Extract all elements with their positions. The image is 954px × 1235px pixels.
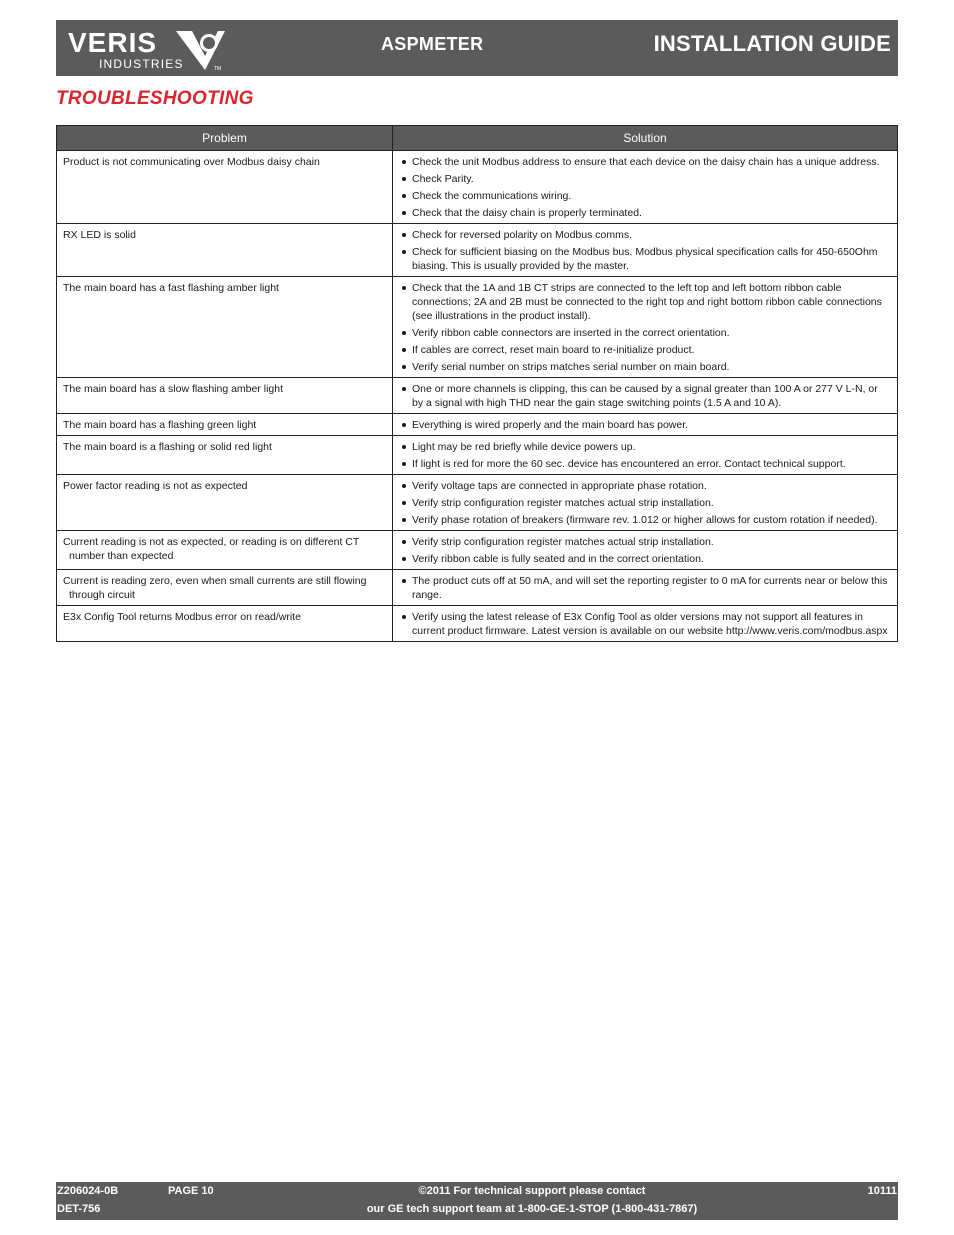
logo-tm: TM (214, 66, 222, 72)
problem-text: Current reading is not as expected, or reading is on different CT number than expected (63, 536, 360, 562)
solution-item: Check for sufficient biasing on the Modbus bus. Modbus physical specification calls for 450-650Ohm biasing. This is usually provided by the master. (399, 245, 891, 273)
solution-cell (393, 436, 898, 475)
problem-cell (57, 606, 393, 642)
solution-item: Check the unit Modbus address to ensure that each device on the daisy chain has a unique address. (399, 155, 891, 169)
solution-list (399, 382, 891, 410)
product-title: ASPMETER (381, 34, 484, 54)
guide-title: INSTALLATION GUIDE (653, 31, 891, 56)
solution-item: Check Parity. (399, 172, 891, 186)
solution-list (399, 418, 891, 432)
solution-list (399, 155, 891, 220)
problem-cell (57, 277, 393, 378)
solution-list (399, 535, 891, 566)
problem-text: Power factor reading is not as expected (63, 480, 248, 492)
problem-cell (57, 414, 393, 436)
solution-item: The product cuts off at 50 mA, and will set the reporting register to 0 mA for currents near or below this range. (399, 574, 891, 602)
revision-code: 10111 (867, 1185, 897, 1197)
table-row (57, 531, 898, 570)
footer-bar (56, 1182, 898, 1220)
doc-number: Z206024-0B (57, 1185, 119, 1197)
problem-text: RX LED is solid (63, 229, 136, 241)
solution-item: If cables are correct, reset main board to re-initialize product. (399, 343, 891, 357)
table-row (57, 151, 898, 224)
solution-item: Verify ribbon cable is fully seated and in the correct orientation. (399, 552, 891, 566)
solution-item: One or more channels is clipping, this can be caused by a signal greater than 100 A or 277 V L-N, or by a signal with high THD near the gain stage switching points (1.5 A and 10 A). (399, 382, 891, 410)
solution-cell (393, 606, 898, 642)
problem-text: The main board has a slow flashing amber light (63, 383, 284, 395)
solution-item: Verify using the latest release of E3x Config Tool as older versions may not support all features in current product firmware. Latest version is available on our website http://www.veris.com/modbus.aspx (399, 610, 891, 638)
table-row (57, 475, 898, 531)
table-row (57, 570, 898, 606)
problem-cell (57, 475, 393, 531)
det-number: DET-756 (57, 1203, 101, 1215)
copyright-text: ©2011 For technical support please contact (418, 1185, 646, 1197)
solution-item: If light is red for more the 60 sec. device has encountered an error. Contact technical support. (399, 457, 891, 471)
problem-cell (57, 531, 393, 570)
header-problem: Problem (57, 126, 393, 151)
support-text: our GE tech support team at 1-800-GE-1-STOP (1-800-431-7867) (366, 1203, 698, 1215)
solution-item: Verify strip configuration register matches actual strip installation. (399, 496, 891, 510)
solution-item: Check that the 1A and 1B CT strips are connected to the left top and left bottom ribbon cable connections; 2A and 2B must be connected to the right top and right bottom ribbon cable connections (see illustrations in the product install). (399, 281, 891, 323)
solution-list (399, 228, 891, 273)
solution-cell (393, 570, 898, 606)
solution-item: Verify strip configuration register matches actual strip installation. (399, 535, 891, 549)
table-header-row (57, 126, 898, 151)
solution-list (399, 440, 891, 471)
table-row (57, 224, 898, 277)
troubleshooting-table (56, 125, 898, 642)
section-title: TROUBLESHOOTING (56, 88, 254, 109)
solution-item: Everything is wired properly and the main board has power. (399, 418, 891, 432)
table-row (57, 606, 898, 642)
table-row (57, 277, 898, 378)
solution-cell (393, 378, 898, 414)
header-bar (56, 20, 898, 76)
solution-item: Light may be red briefly while device powers up. (399, 440, 891, 454)
page-number: PAGE 10 (168, 1185, 214, 1197)
solution-cell (393, 224, 898, 277)
problem-cell (57, 151, 393, 224)
solution-cell (393, 475, 898, 531)
table-row (57, 378, 898, 414)
problem-text: E3x Config Tool returns Modbus error on read/write (63, 611, 301, 623)
table-body (57, 151, 898, 642)
problem-text: Product is not communicating over Modbus daisy chain (63, 156, 320, 168)
logo-sub: INDUSTRIES (99, 57, 184, 71)
problem-text: The main board is a flashing or solid red light (63, 441, 272, 453)
problem-text: Current is reading zero, even when small currents are still flowing through circuit (63, 575, 367, 601)
table-row (57, 414, 898, 436)
solution-list (399, 574, 891, 602)
solution-cell (393, 531, 898, 570)
solution-list (399, 281, 891, 374)
solution-item: Verify voltage taps are connected in appropriate phase rotation. (399, 479, 891, 493)
solution-item: Verify phase rotation of breakers (firmware rev. 1.012 or higher allows for custom rotation if needed). (399, 513, 891, 527)
problem-cell (57, 224, 393, 277)
header-solution: Solution (393, 126, 898, 151)
table-row (57, 436, 898, 475)
logo-brand: VERIS (68, 27, 158, 58)
veris-logo (68, 26, 238, 72)
solution-list (399, 610, 891, 638)
problem-text: The main board has a flashing green light (63, 419, 257, 431)
solution-cell (393, 277, 898, 378)
solution-list (399, 479, 891, 527)
solution-cell (393, 151, 898, 224)
problem-text: The main board has a fast flashing amber light (63, 282, 279, 294)
solution-item: Check that the daisy chain is properly terminated. (399, 206, 891, 220)
solution-cell (393, 414, 898, 436)
solution-item: Verify serial number on strips matches serial number on main board. (399, 360, 891, 374)
problem-cell (57, 436, 393, 475)
solution-item: Check the communications wiring. (399, 189, 891, 203)
solution-item: Check for reversed polarity on Modbus comms. (399, 228, 891, 242)
solution-item: Verify ribbon cable connectors are inserted in the correct orientation. (399, 326, 891, 340)
problem-cell (57, 378, 393, 414)
problem-cell (57, 570, 393, 606)
